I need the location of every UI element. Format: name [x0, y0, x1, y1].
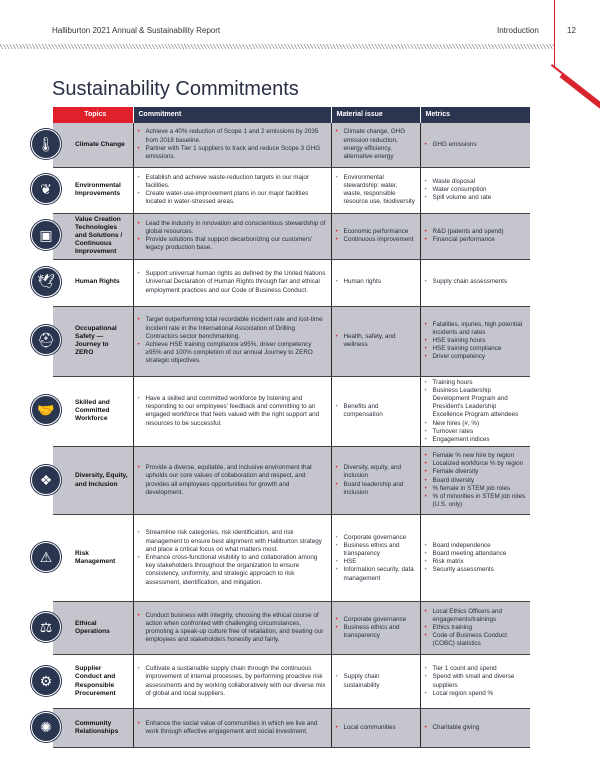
material-cell: [331, 447, 420, 515]
material-item: • Corporate governance: [336, 616, 416, 624]
topic-label: Skilled and Committed Workforce: [75, 399, 110, 423]
red-accent-slash-thick: [560, 74, 600, 114]
material-item: • Diversity, equity, and inclusion: [336, 464, 416, 480]
material-item: • Local communities: [336, 724, 416, 732]
commitment-cell: [133, 447, 331, 515]
metrics-item: • Spill volume and rate: [425, 194, 527, 202]
metrics-item: • Security assessments: [425, 566, 527, 574]
material-cell: [331, 376, 420, 447]
commitment-item: • Enhance cross-functional visibility to and collaboration among key stakeholders throughout the organization to ensure consistency, uniformity, and strategic approach to risk assessment, identification, and mitigation.: [138, 554, 327, 587]
metrics-cell: [420, 602, 530, 655]
topic-cell: [39, 447, 133, 515]
material-item: • Business ethics and transparency: [336, 624, 416, 640]
metrics-item: • Female diversity: [425, 468, 527, 476]
metrics-cell: [420, 259, 530, 306]
metrics-item: • Risk matrix: [425, 558, 527, 566]
col-commitment: Commitment: [133, 107, 331, 123]
commitment-item: • Conduct business with integrity, choosing the ethical course of action when confronted with challenging circumstances, promoting a speak-up culture free of retaliation, and treating our employees and stakeholders honestly and fairly.: [138, 612, 327, 645]
section-name[interactable]: Introduction: [497, 26, 539, 35]
material-cell: [331, 709, 420, 748]
material-cell: [331, 655, 420, 709]
metrics-item: • Water consumption: [425, 186, 527, 194]
material-cell: [331, 167, 420, 213]
material-item: • Continuous improvement: [336, 236, 416, 244]
metrics-item: • Training hours: [425, 379, 527, 387]
col-metrics: Metrics: [420, 107, 530, 123]
page-title: Sustainability Commitments: [52, 78, 299, 100]
metrics-item: • Tier 1 count and spend: [425, 665, 527, 673]
hard-hat-icon: ⛑: [31, 325, 61, 355]
material-cell: [331, 213, 420, 259]
page-number: 12: [567, 26, 576, 35]
table-row: [53, 515, 530, 602]
table-row: [53, 167, 530, 213]
commitment-cell: [133, 515, 331, 602]
metrics-item: • Spend with small and diverse suppliers: [425, 673, 527, 689]
table-row: [53, 259, 530, 306]
material-item: • Supply chain sustainability: [336, 673, 416, 689]
metrics-item: • Board diversity: [425, 477, 527, 485]
material-item: • Board leadership and inclusion: [336, 481, 416, 497]
commitment-item: • Lead the industry in innovation and conscientious stewardship of global resources.: [138, 220, 327, 236]
metrics-item: • Turnover rates: [425, 428, 527, 436]
table-header: [53, 107, 530, 123]
thermometer-globe-icon: 🌡: [31, 129, 61, 159]
metrics-cell: [420, 447, 530, 515]
topic-cell: [39, 602, 133, 655]
chip-icon: ▣: [31, 220, 61, 250]
material-item: • Benefits and compensation: [336, 403, 416, 419]
commitment-item: • Establish and achieve waste-reduction targets in our major facilities.: [138, 174, 327, 190]
commitment-cell: [133, 123, 331, 167]
metrics-item: • Board meeting attendance: [425, 550, 527, 558]
commitment-item: • Achieve HSE training compliance ≥95%, driver competency ≥95% and 100% completion of our annual Journey to ZERO strategic objectives.: [138, 341, 327, 366]
hatch-divider: [0, 44, 555, 49]
metrics-item: • Local Ethics Officers and engagements/trainings: [425, 608, 527, 624]
metrics-cell: [420, 123, 530, 167]
metrics-item: • Financial performance: [425, 236, 527, 244]
metrics-item: • Board independence: [425, 542, 527, 550]
table-row: [53, 602, 530, 655]
commitment-cell: [133, 709, 331, 748]
table-row: [53, 213, 530, 259]
material-cell: [331, 515, 420, 602]
material-item: • Human rights: [336, 278, 416, 286]
metrics-cell: [420, 376, 530, 447]
material-item: • Business ethics and transparency: [336, 542, 416, 558]
handshake-icon: 🤝: [31, 395, 61, 425]
topic-label: Supplier Conduct and Responsible Procurement: [75, 665, 116, 697]
material-item: • Climate change, GHG emission reduction, energy efficiency, alternative energy: [336, 128, 416, 161]
topic-cell: [37, 306, 133, 376]
material-item: • Information security, data management: [336, 566, 416, 582]
material-item: • HSE: [336, 558, 416, 566]
commitment-cell: [133, 259, 331, 306]
metrics-item: • New hires (#, %): [425, 420, 527, 428]
commitment-item: • Cultivate a sustainable supply chain through the continuous improvement of internal processes, by performing proactive risk assessments and by working collaboratively with our diverse mix of global and local suppliers.: [138, 665, 327, 698]
community-network-icon: ✺: [31, 712, 61, 742]
material-item: • Economic performance: [336, 228, 416, 236]
metrics-item: • Code of Business Conduct (COBC) statistics: [425, 632, 527, 648]
topic-label: Occupational Safety — Journey to ZERO: [75, 324, 117, 357]
topic-label: Community Relationships: [75, 719, 119, 736]
material-cell: [331, 602, 420, 655]
material-cell: [331, 306, 420, 376]
table-row: [53, 655, 530, 709]
metrics-cell: [420, 515, 530, 602]
commitment-item: • Enhance the social value of communities in which we live and work through effective engagement and social investment.: [138, 720, 327, 736]
topic-cell: [39, 655, 133, 709]
dove-icon: 🕊: [31, 267, 61, 297]
commitment-cell: [133, 655, 331, 709]
topic-label: Climate Change: [75, 140, 125, 148]
col-topics: Topics: [53, 107, 133, 123]
commitment-item: • Have a skilled and committed workforce by listening and responding to our employees' feedback and committing to an engaged workforce that feels valued with the right support and resources to be successful.: [138, 395, 327, 428]
table-row: [53, 306, 530, 376]
material-cell: [331, 123, 420, 167]
commitment-cell: [133, 376, 331, 447]
metrics-item: • R&D (patents and spend): [425, 228, 527, 236]
topic-cell: [40, 709, 133, 748]
commitment-cell: [133, 602, 331, 655]
metrics-item: • Charitable giving: [425, 724, 527, 732]
gear-check-icon: ⚙: [31, 666, 61, 696]
commitment-item: • Provide a diverse, equitable, and inclusive environment that upholds our core values of collaboration and respect, and provides all employees opportunities for growth and development.: [138, 464, 327, 497]
commitment-item: • Streamline risk categories, risk identification, and risk management to ensure best alignment with Halliburton strategy and place a critical focus on what matters most.: [138, 529, 327, 554]
metrics-item: • Driver competency: [425, 353, 527, 361]
metrics-item: • Ethics training: [425, 624, 527, 632]
topic-label: Ethical Operations: [75, 619, 110, 636]
commitment-cell: [133, 213, 331, 259]
metrics-item: • GHG emissions: [425, 141, 527, 149]
scales-icon: ⚖: [31, 612, 61, 642]
metrics-cell: [420, 655, 530, 709]
commitment-cell: [133, 167, 331, 213]
commitment-cell: [133, 306, 331, 376]
topic-cell: [37, 123, 133, 167]
topic-cell: [37, 376, 133, 447]
material-item: • Health, safety, and wellness: [336, 333, 416, 349]
commitment-item: • Target outperforming total recordable incident rate and lost-time incident rate in the International Association of Drilling Contractors sector benchmarking.: [138, 316, 327, 341]
commitment-item: • Provide solutions that support decarbonizing our customers' legacy production base.: [138, 236, 327, 252]
topic-label: Human Rights: [75, 278, 120, 286]
metrics-item: • Business Leadership Development Program and President's Leadership Excellence Program attendees: [425, 387, 527, 420]
table-row: [53, 709, 530, 748]
commitments-table: [37, 107, 530, 748]
commitment-item: • Support universal human rights as defined by the United Nations Universal Declaration of Human Rights through fair and ethical employment practices and our Code of Business Conduct.: [138, 270, 327, 295]
commitment-item: • Create water-use-improvement plans in our major facilities located in water-stressed areas.: [138, 190, 327, 206]
table-row: [53, 447, 530, 515]
metrics-item: • Supply chain assessments: [425, 278, 527, 286]
topic-cell: [40, 167, 133, 213]
metrics-cell: [420, 167, 530, 213]
report-title: Halliburton 2021 Annual & Sustainability Report: [52, 26, 221, 35]
commitment-item: • Partner with Tier 1 suppliers to track and reduce Scope 3 GHG emissions.: [138, 145, 327, 161]
topic-cell: [39, 515, 133, 602]
metrics-item: • Local region spend %: [425, 690, 527, 698]
leaf-icon: ❦: [31, 174, 61, 204]
topic-cell: [37, 259, 133, 306]
material-item: • Corporate governance: [336, 534, 416, 542]
topic-label: Environmental Improvements: [75, 181, 121, 197]
metrics-cell: [420, 213, 530, 259]
topic-label: Diversity, Equity, and Inclusion: [75, 472, 128, 488]
material-item: • Environmental stewardship: water, waste, responsible resource use, biodiversity: [336, 174, 416, 207]
table-row: [53, 123, 530, 167]
topic-label: Risk Management: [75, 549, 116, 566]
table-row: [53, 376, 530, 447]
metrics-item: • Female % new hire by region: [425, 452, 527, 460]
topic-cell: [39, 213, 133, 259]
metrics-item: • Waste disposal: [425, 178, 527, 186]
material-cell: [331, 259, 420, 306]
metrics-cell: [420, 709, 530, 748]
metrics-item: • Localized workforce % by region: [425, 460, 527, 468]
metrics-item: • % female in STEM job roles: [425, 485, 527, 493]
metrics-item: • HSE training hours: [425, 337, 527, 345]
metrics-item: • % of minorities in STEM job roles (U.S. only): [425, 493, 527, 509]
red-accent-line: [554, 0, 555, 66]
metrics-item: • Fatalities, injuries, high potential incidents and rates: [425, 321, 527, 337]
metrics-cell: [420, 306, 530, 376]
commitment-item: • Achieve a 40% reduction of Scope 1 and 2 emissions by 2035 from 2018 baseline.: [138, 128, 327, 144]
metrics-item: • HSE training compliance: [425, 345, 527, 353]
col-material-issue: Material issue: [331, 107, 420, 123]
topic-label: Value Creation Technologies and Solutions / Continuous Improvement: [75, 215, 123, 256]
diversity-icon: ❖: [31, 465, 61, 495]
warning-icon: ⚠: [31, 542, 61, 572]
metrics-item: • Engagement indices: [425, 436, 527, 444]
